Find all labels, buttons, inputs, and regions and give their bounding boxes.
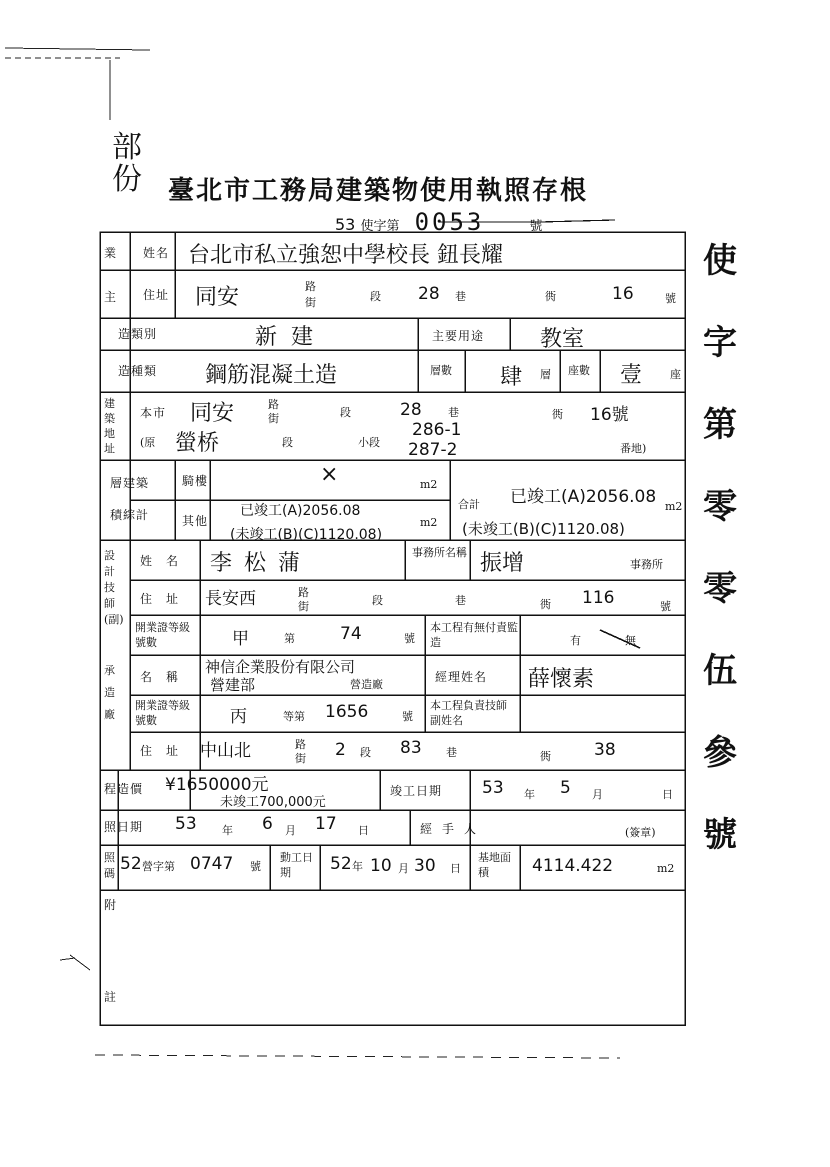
designer-name: 李松蒲 [210,551,313,576]
permit-number: 0053 [414,208,485,236]
right-margin-stamp [700,220,740,876]
remarks-label-2: 註 [104,990,118,1004]
total-value-2: (未竣工(B)(C)1120.08) [462,520,625,538]
contractor-alley-label: 衖 [540,750,551,763]
contractor-lane-label: 巷 [446,746,457,759]
site-no: 16號 [590,405,629,425]
site-duan: 段 [340,406,351,419]
contractor-license-suffix: 號 [402,710,413,723]
start-month: 10 [370,856,392,876]
count-value: 壹 [620,363,643,388]
contractor-license-mid: 等第 [283,710,305,723]
start-day-label: 日 [450,862,461,875]
contractor-lane: 83 [400,738,422,758]
finish-year: 53 [482,778,504,798]
start-day: 30 [414,856,436,876]
site-area-label: 基地面積 [478,851,511,879]
supervise-no: 無 [625,634,636,647]
designer-side-label: 設計技師(副) [104,549,124,626]
owner-addr-alley-label: 衖 [545,290,556,303]
contractor-no: 38 [594,740,616,760]
other-label: 其他 [182,514,209,528]
stamp-char: 參 [703,733,737,773]
finish-month-label: 月 [592,788,603,801]
stamp-char: 字 [703,323,737,363]
contractor-manager-label: 經理姓名 [435,670,488,684]
designer-lane-label: 巷 [455,594,466,607]
area-side-label-1: 層建築 [110,476,150,490]
supervise-label: 本工程有無付責監造 [430,621,518,649]
permit-label: 使字第 [360,219,400,234]
contractor-side-label: 承造廠 [104,664,115,721]
finish-label: 竣工日期 [390,784,443,798]
contractor-jie: 街 [295,752,306,765]
build-use-label: 主要用途 [432,329,485,343]
contractor-name-2: 營建部 [210,676,256,694]
designer-lu: 路 [298,586,309,599]
count-unit: 座 [670,368,681,381]
build-use-value: 教室 [540,327,585,352]
designer-no: 116 [582,588,615,608]
issue-month-label: 月 [285,824,296,837]
site-city: 本市 [140,406,167,420]
cost-label: 程造價 [104,782,144,796]
stamp-char: 零 [703,569,737,609]
designer-alley-label: 衖 [540,598,551,611]
contractor-addr: 中山北 [200,741,251,761]
site-jie: 街 [268,412,279,425]
site-alley-label: 衖 [552,408,563,421]
total-label: 合計 [458,498,480,511]
contractor-license-grade: 丙 [230,707,247,727]
issue-year: 53 [175,814,197,834]
site-side-label: 建築地址 [104,397,115,455]
owner-section-label-1: 業 [104,246,118,260]
site-orig-duan: 段 [282,436,293,449]
designer-license-no: 74 [340,624,362,644]
contractor-duan-no: 2 [335,740,346,760]
designer-license-mid: 第 [284,632,295,645]
designer-office-suffix: 事務所 [630,558,663,571]
contractor-lu: 路 [295,738,306,751]
permit-suffix: 號 [529,219,543,234]
issue-day-label: 日 [358,824,369,837]
handler-label: 經手人 [420,822,487,836]
designer-jie: 街 [298,600,309,613]
floors-unit: 層 [540,368,551,381]
permit-number-line [335,208,542,236]
structure-value: 鋼筋混凝土造 [205,363,338,388]
owner-section-label-2: 主 [104,290,118,304]
arcade-value: × [320,462,339,487]
cost-value-2: 未竣工700,000元 [220,795,326,810]
other-unit: m2 [420,516,438,529]
total-unit: m2 [665,500,683,513]
designer-no-label: 號 [660,600,671,613]
contractor-name-1: 神信企業股份有限公司 [205,658,356,676]
owner-addr-lane-label: 巷 [455,290,466,303]
owner-addr-label: 住址 [143,288,170,302]
designer-license-grade: 甲 [232,629,249,649]
total-value-1: 已竣工(A)2056.08 [510,487,657,507]
designer-addr: 長安西 [205,589,256,609]
area-side-label-2: 積綜計 [110,508,150,522]
contractor-manager: 薛懷素 [528,667,595,692]
stamp-char: 第 [703,405,737,445]
site-lot-2: 287-2 [408,440,458,460]
finish-month: 5 [560,778,571,798]
start-year: 52 [330,854,352,874]
finish-day-label: 日 [662,788,673,801]
site-lot-suffix: 番地) [620,442,647,455]
ref-permit: 52 [120,854,142,874]
designer-license-label: 開業證等級號數 [135,621,190,649]
issue-label: 照日期 [104,820,144,834]
site-area-value: 4114.422 [532,856,614,876]
stamp-char: 伍 [703,651,737,691]
start-label: 動工日期 [280,851,313,879]
finish-year-label: 年 [524,788,535,801]
contractor-duan: 段 [360,746,371,759]
permit-prefix: 53 [335,215,356,234]
stamp-char: 號 [703,815,737,855]
site-orig-subduan: 小段 [358,436,380,449]
build-type-value: 新建 [255,325,328,350]
owner-addr-no: 16 [612,284,634,304]
site-lane: 28 [400,400,422,420]
owner-addr-jie: 街 [305,296,316,309]
owner-addr-lu: 路 [305,280,316,293]
designer-office-label: 事務所名稱 [412,546,467,559]
site-orig-prefix: (原 [140,436,156,449]
contractor-license-label: 開業證等級號數 [135,699,190,727]
site-orig-area: 螢桥 [175,431,220,456]
seal-label: (簽章) [625,826,656,839]
ref-permit-no: 0747 [190,854,234,874]
designer-license-suffix: 號 [404,632,415,645]
other-value-2: (未竣工(B)(C)1120.08) [230,527,383,543]
floors-label: 層數 [430,364,452,377]
stamp-char: 使 [703,241,737,281]
structure-label: 造種類 [118,364,158,378]
remarks-label-1: 附 [104,898,118,912]
designer-office: 振增 [480,551,525,576]
arcade-unit: m2 [420,478,438,491]
contractor-name-label: 名稱 [140,670,193,684]
site-lu: 路 [268,398,279,411]
site-area-unit: m2 [657,862,675,875]
cost-value-1: ¥1650000元 [165,775,269,795]
arcade-label: 騎樓 [182,474,209,488]
form-title: 臺北市工務局建築物使用執照存根 [168,176,589,206]
start-year-label: 年 [352,860,363,873]
owner-name: 台北市私立強恕中學校長 鈕長耀 [188,243,503,268]
build-type-label: 造類別 [118,327,158,341]
owner-addr-road: 同安 [195,285,240,310]
supervise-yes: 有 [570,634,581,647]
designer-addr-label: 住址 [140,592,193,606]
stamp-char: 零 [703,487,737,527]
site-lot-1: 286-1 [412,420,462,440]
designer-duan: 段 [372,594,383,607]
count-label: 座數 [568,364,590,377]
other-value-1: 已竣工(A)2056.08 [240,503,361,519]
issue-month: 6 [262,814,273,834]
designer-name-label: 姓名 [140,554,193,568]
contractor-license-no: 1656 [325,702,369,722]
issue-day: 17 [315,814,337,834]
site-road: 同安 [190,401,235,426]
start-month-label: 月 [398,862,409,875]
site-lane-label: 巷 [448,406,459,419]
contractor-addr-label: 住址 [140,744,193,758]
ref-permit-suffix: 號 [250,860,261,873]
owner-addr-no-label: 號 [665,292,676,305]
contractor-factory-label: 營造廠 [350,678,383,691]
owner-addr-lane: 28 [418,284,440,304]
contractor-tech-label: 本工程負責技師副姓名 [430,699,507,727]
owner-name-label: 姓名 [143,246,170,260]
ref-side-label: 照碼 [104,851,115,880]
issue-year-label: 年 [222,824,233,837]
ref-permit-label: 營字第 [142,860,175,873]
owner-addr-duan: 段 [370,290,381,303]
floors-value: 肆 [500,365,523,390]
margin-note: 部 份 [112,130,142,197]
